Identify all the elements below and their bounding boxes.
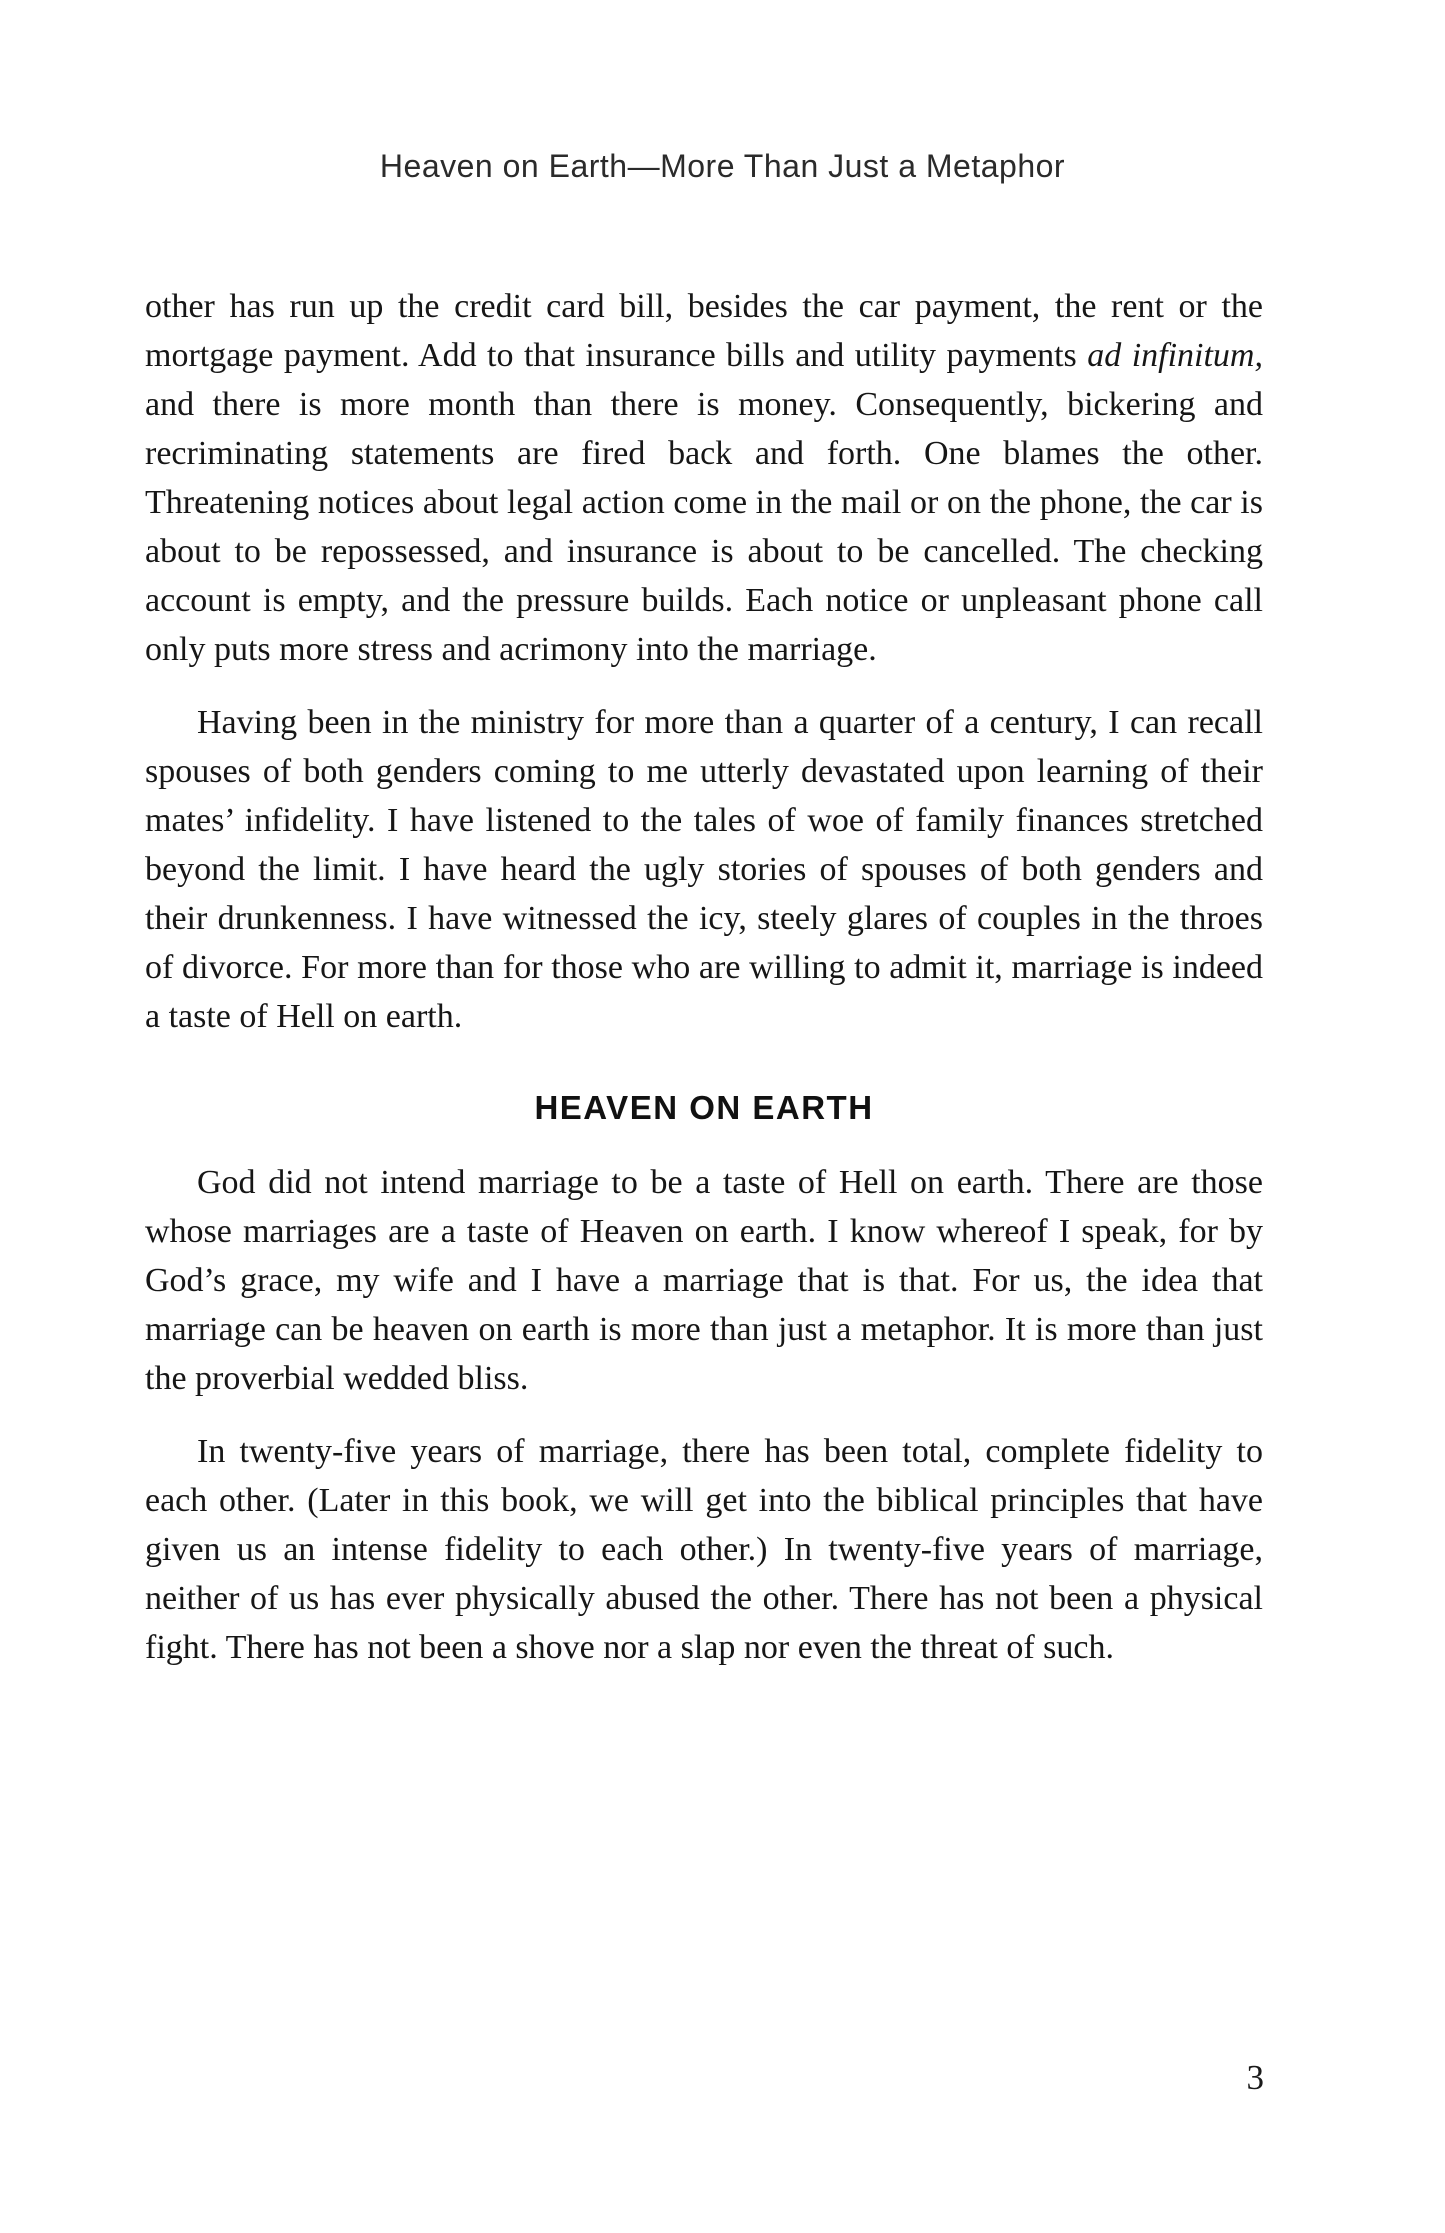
paragraph-text: other has run up the credit card bill, besides the car payment, the rent or the mortgage payment. Add to that insurance bills and utility payments [145,288,1263,374]
section-heading: HEAVEN ON EARTH [534,1089,874,1126]
text-column [145,282,1263,1696]
italic-latin-phrase: ad infinitum, [1087,337,1263,374]
running-head: Heaven on Earth—More Than Just a Metaphor [379,148,1066,184]
paragraph: Having been in the ministry for more than a quarter of a century, I can recall spouses of both genders coming to me utterly devastated upon learning of their mates’ infidelity. I have listened to the tales of woe of family finances stretched beyond the limit. I have heard the ugly stories of spouses of both genders and their drunkenness. I have witnessed the icy, steely glares of couples in the throes of divorce. For more than for those who are willing to admit it, marriage is indeed a taste of Hell on earth. [145,704,1263,1035]
paragraph: In twenty-five years of marriage, there has been total, complete fidelity to each other. (Later in this book, we will get into the biblical principles that have given us an intense fidelity to each other.) In twenty-five years of marriage, neither of us has ever physically abused the other. There has not been a physical fight. There has not been a shove nor a slap nor even the threat of such. [145,1433,1263,1666]
paragraph-text: and there is more month than there is money. Consequently, bickering and recriminating statements are fired back and forth. One blames the other. Threatening notices about legal action come in the mail or on the phone, the car is about to be repossessed, and insurance is about to be cancelled. The checking account is empty, and the pressure builds. Each notice or unpleasant phone call only puts more stress and acrimony into the marriage. [145,386,1263,668]
paragraph-continued [145,282,1263,674]
page-number: 3 [1246,2058,1264,2097]
paragraph: God did not intend marriage to be a taste of Hell on earth. There are those whose marriages are a taste of Heaven on earth. I know whereof I speak, for by God’s grace, my wife and I have a marriage that is that. For us, the idea that marriage can be heaven on earth is more than just a metaphor. It is more than just the proverbial wedded bliss. [145,1164,1263,1397]
